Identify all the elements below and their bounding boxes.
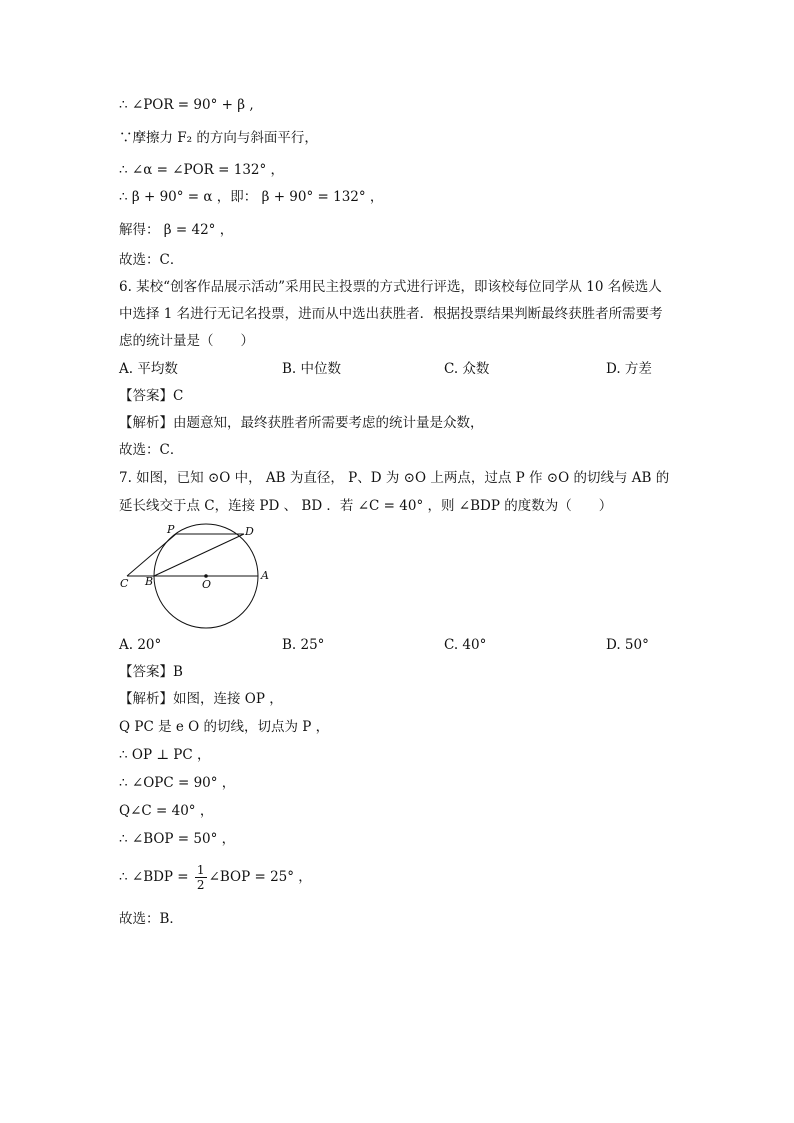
q7-analysis-7-post: ∠BOP = 25° ， — [208, 869, 312, 885]
fraction-numerator: 1 — [196, 863, 205, 877]
q7-conclusion: 故选：B． — [119, 911, 183, 927]
q7-analysis-6: ∴ ∠BOP = 50° ， — [119, 831, 236, 847]
q6-option-a: A. 平均数 — [119, 361, 178, 377]
label-o: O — [202, 578, 212, 591]
q7-option-d: D. 50° — [606, 637, 649, 653]
q7-analysis-1: 【解析】如图，连接 OP ， — [119, 691, 283, 707]
q6-analysis: 【解析】由题意知，最终获胜者所需要考虑的统计量是众数， — [119, 415, 484, 431]
prev-step-1: ∴ ∠POR = 90° + β , — [119, 97, 254, 113]
q7-analysis-7 — [119, 860, 312, 894]
q6-option-d: D. 方差 — [606, 361, 652, 377]
q7-analysis-2: Q PC 是 e O 的切线，切点为 P ， — [119, 719, 330, 735]
label-d: D — [245, 525, 254, 538]
prev-step-4: ∴ β + 90° = α ，即： β + 90° = 132° ， — [119, 189, 384, 205]
fraction-denominator: 2 — [196, 878, 205, 892]
q6-answer: 【答案】C — [119, 388, 184, 404]
q7-figure — [114, 520, 284, 632]
q6-stem-line-3: 虑的统计量是（ ） — [119, 333, 254, 349]
q7-stem-line-2: 延长线交于点 C，连接 PD 、 BD ．若 ∠C = 40° ，则 ∠BDP 的度数为（ ） — [119, 498, 613, 514]
prev-step-3: ∴ ∠α = ∠POR = 132° ， — [119, 162, 285, 178]
q7-answer: 【答案】B — [119, 664, 183, 680]
q6-stem-line-2: 中选择 1 名进行无记名投票，进而从中选出获胜者．根据投票结果判断最终获胜者所需要考 — [119, 306, 663, 322]
label-b: B — [145, 575, 154, 588]
q7-analysis-3: ∴ OP ⊥ PC ， — [119, 747, 211, 763]
q7-analysis-4: ∴ ∠OPC = 90° ， — [119, 775, 236, 791]
label-c: C — [120, 577, 129, 590]
q6-option-c: C. 众数 — [444, 361, 490, 377]
q7-stem-line-1: 7. 如图，已知 ⊙O 中， AB 为直径， P、D 为 ⊙O 上两点，过点 P 作 ⊙O 的切线与 AB 的 — [119, 470, 670, 486]
prev-step-2: ∵摩擦力 F₂ 的方向与斜面平行， — [119, 130, 318, 146]
q7-option-b: B. 25° — [282, 637, 325, 653]
q6-option-b: B. 中位数 — [282, 361, 342, 377]
fraction-one-half — [195, 863, 207, 892]
prev-conclusion: 故选：C． — [119, 252, 184, 268]
q7-analysis-5: Q∠C = 40° ， — [119, 803, 214, 819]
line-bd — [154, 534, 244, 576]
q6-stem-line-1: 6. 某校“创客作品展示活动”采用民主投票的方式进行评选，即该校每位同学从 10 名候选人 — [119, 279, 662, 295]
q7-analysis-7-pre: ∴ ∠BDP = — [119, 869, 193, 885]
q7-option-c: C. 40° — [444, 637, 487, 653]
label-p: P — [167, 523, 175, 536]
q7-option-a: A. 20° — [119, 637, 162, 653]
label-a: A — [261, 569, 269, 582]
prev-step-5: 解得： β = 42° ， — [119, 222, 234, 238]
q6-conclusion: 故选：C． — [119, 442, 184, 458]
